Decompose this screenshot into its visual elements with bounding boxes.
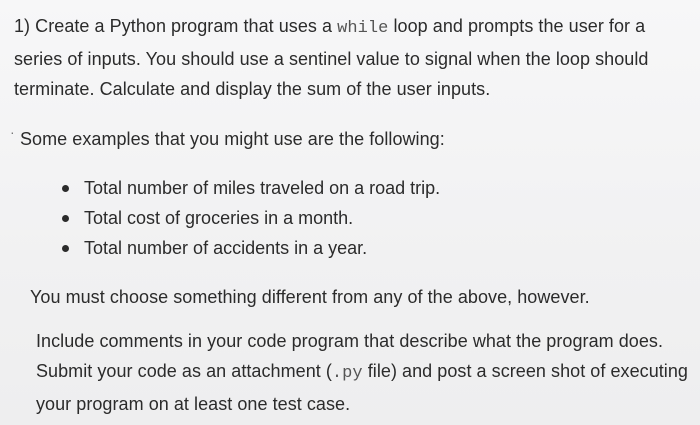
list-item: [58, 203, 440, 233]
bullet-icon: [62, 215, 69, 222]
list-item: [58, 173, 440, 203]
bullet-icon: [62, 245, 69, 252]
example-text: Total number of miles traveled on a road trip.: [84, 178, 441, 198]
submission-instructions: [36, 326, 696, 419]
task-number: 1): [14, 16, 31, 36]
task-intro-text: Create a Python program that uses a: [35, 16, 333, 36]
task-intro-text-cont: loop and prompts the user for a series of inputs. You should use a sentinel value to signal when the loop should terminate. Calculate and display the sum of the user inputs.: [14, 16, 649, 99]
submit-text-cont: file) and post a screen shot of executing your program on at least one test case.: [36, 361, 688, 414]
bullet-icon: [62, 185, 69, 192]
py-extension: .py: [331, 364, 363, 383]
example-text: Total number of accidents in a year.: [84, 238, 368, 258]
examples-lead: Some examples that you might use are the following:: [20, 129, 445, 149]
task-description: [14, 11, 694, 104]
examples-list: [58, 173, 440, 263]
submit-text: Include comments in your code program that describe what the program does. Submit your code as an attachment (: [36, 331, 664, 381]
list-item: [58, 233, 440, 263]
choose-different-note: You must choose something different from any of the above, however.: [30, 287, 590, 307]
example-text: Total cost of groceries in a month.: [84, 208, 354, 228]
while-keyword: while: [337, 19, 389, 38]
stray-dot: ·: [10, 124, 15, 140]
